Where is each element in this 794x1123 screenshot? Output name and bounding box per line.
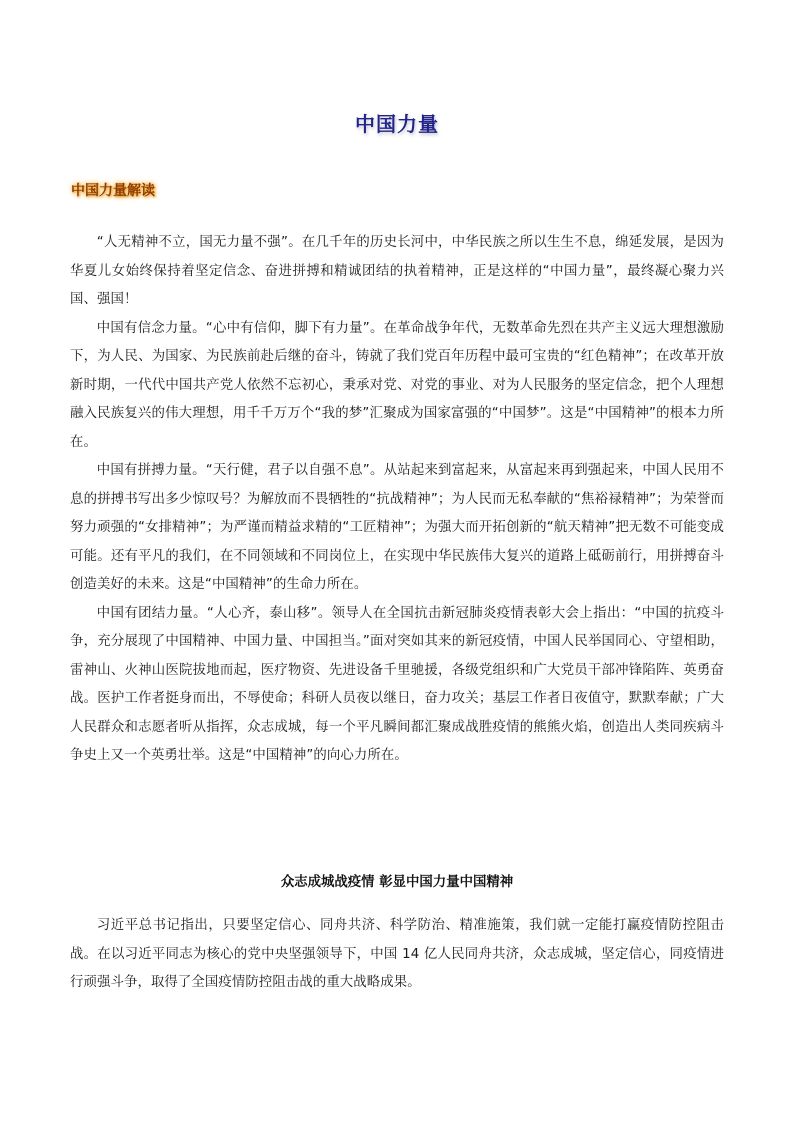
paragraph-epidemic-fight: 习近平总书记指出，只要坚定信心、同舟共济、科学防治、精准施策，我们就一定能打赢疫情防控阻击战。在以习近平同志为核心的党中央坚强领导下，中国 14 亿人民同舟共济，众志成城，坚定信心，同疫情进行顽强斗争，取得了全国疫情防控阻击战的重大战略成果。	[70, 918, 724, 990]
article-body-2	[70, 912, 724, 998]
paragraph-unity-strength: 中国有团结力量。“人心齐，泰山移”。领导人在全国抗击新冠肺炎疫情表彰大会上指出：“中国的抗疫斗争，充分展现了中国精神、中国力量、中国担当。”面对突如其来的新冠疫情，中国人民举国同心、守望相助，雷神山、火神山医院拔地而起，医疗物资、先进设备千里驰援，各级党组织和广大党员干部冲锋陷阵、英勇奋战。医护工作者挺身而出，不辱使命；科研人员夜以继日，奋力攻关；基层工作者日夜值守，默默奉献；广大人民群众和志愿者听从指挥，众志成城，每一个平凡瞬间都汇聚成战胜疫情的熊熊火焰，创造出人类同疾病斗争史上又一个英勇壮举。这是“中国精神”的向心力所在。	[70, 605, 724, 763]
article-body	[70, 229, 724, 771]
paragraph-struggle-strength: 中国有拼搏力量。“天行健，君子以自强不息”。从站起来到富起来，从富起来再到强起来，中国人民用不息的拼搏书写出多少惊叹号？为解放而不畏牺牲的“抗战精神”；为人民而无私奉献的“焦裕禄精神”；为荣誉而努力顽强的“女排精神”；为严谨而精益求精的“工匠精神”；为强大而开拓创新的“航天精神”把无数不可能变成可能。还有平凡的我们，在不同领域和不同岗位上，在实现中华民族伟大复兴的道路上砥砺前行，用拼搏奋斗创造美好的未来。这是“中国精神”的生命力所在。	[70, 463, 724, 592]
paragraph-belief-strength: 中国有信念力量。“心中有信仰，脚下有力量”。在革命战争年代，无数革命先烈在共产主义远大理想激励下，为人民、为国家、为民族前赴后继的奋斗，铸就了我们党百年历程中最可宝贵的“红色精神”；在改革开放新时期，一代代中国共产党人依然不忘初心，秉承对党、对党的事业、对为人民服务的坚定信念，把个人理想融入民族复兴的伟大理想，用千千万万个“我的梦”汇聚成为国家富强的“中国梦”。这是“中国精神”的根本力所在。	[70, 320, 724, 450]
paragraph-intro: “人无精神不立，国无力量不强”。在几千年的历史长河中，中华民族之所以生生不息，绵延发展，是因为华夏儿女始终保持着坚定信念、奋进拼搏和精诚团结的执着精神，正是这样的“中国力量”，最终凝心聚力兴国、强国！	[70, 235, 724, 307]
page-title: 中国力量	[355, 112, 439, 136]
section-heading: 中国力量解读	[71, 183, 155, 199]
sub-heading: 众志成城战疫情 彰显中国力量中国精神	[280, 875, 514, 890]
